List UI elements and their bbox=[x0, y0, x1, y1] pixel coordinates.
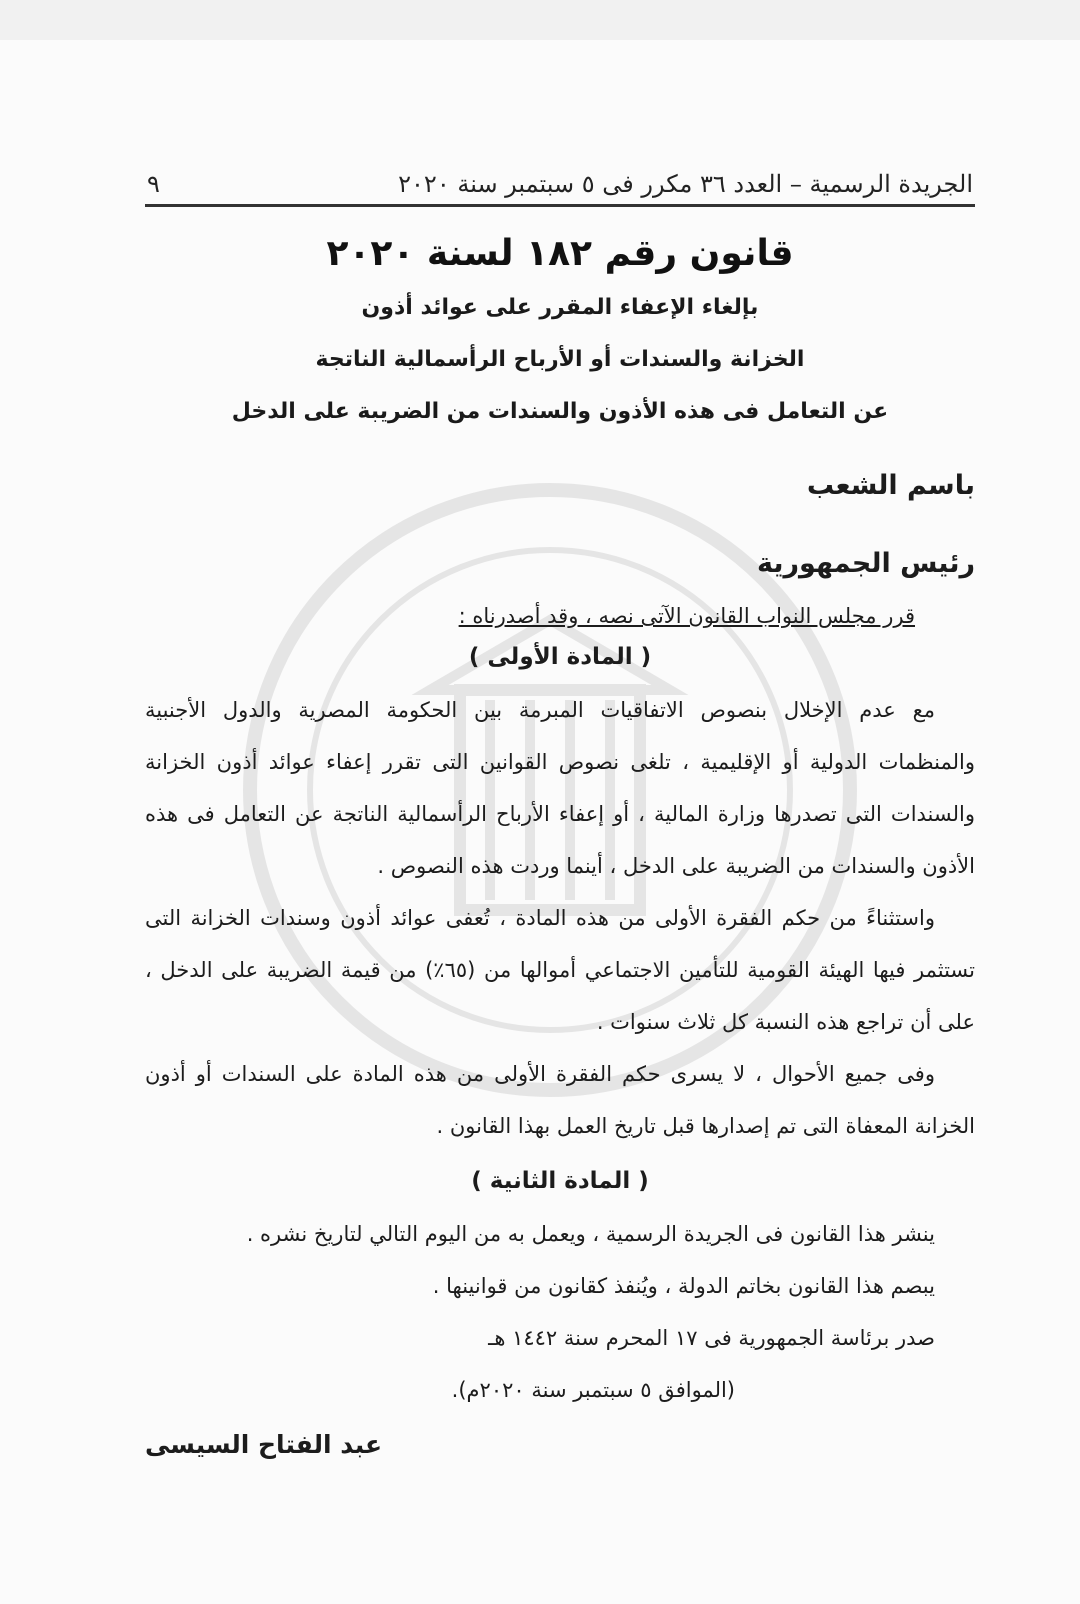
law-subtitle-line: عن التعامل فى هذه الأذون والسندات من الضريبة على الدخل bbox=[231, 399, 889, 424]
law-subtitle-line: الخزانة والسندات أو الأرباح الرأسمالية الناتجة bbox=[315, 347, 805, 372]
article-1-paragraph: واستثناءً من حكم الفقرة الأولى من هذه المادة ، تُعفى عوائد أذون وسندات الخزانة التى تستثمر فيها الهيئة القومية للتأمين الاجتماعي أموالها من (٦٥٪) من قيمة الضريبة على الدخل ، على أن تراجع هذه النسبة كل ثلاث سنوات . bbox=[145, 906, 975, 1034]
top-bar bbox=[0, 0, 1080, 40]
gregorian-date: (الموافق ٥ سبتمبر سنة ٢٠٢٠م). bbox=[451, 1378, 735, 1402]
gazette-issue: الجريدة الرسمية – العدد ٣٦ مكرر فى ٥ سبتمبر سنة ٢٠٢٠ bbox=[398, 170, 973, 198]
signatory-name: عبد الفتاح السيسى bbox=[145, 1430, 383, 1459]
enactment-text: قرر مجلس النواب القانون الآتى نصه ، وقد أصدرناه : bbox=[458, 604, 915, 628]
page-number: ٩ bbox=[147, 170, 160, 198]
article-1-paragraph: مع عدم الإخلال بنصوص الاتفاقيات المبرمة بين الحكومة المصرية والدول الأجنبية والمنظمات الدولية أو الإقليمية ، تلغى نصوص القوانين التى تقرر إعفاء عوائد أذون الخزانة والسندات التى تصدرها وزارة المالية ، أو إعفاء الأرباح الرأسمالية الناتجة عن التعامل فى هذه الأذون والسندات من الضريبة على الدخل ، أينما وردت هذه النصوص . bbox=[145, 698, 975, 878]
article-2-line: ينشر هذا القانون فى الجريدة الرسمية ، ويعمل به من اليوم التالي لتاريخ نشره . bbox=[246, 1222, 935, 1246]
article-2-line: يبصم هذا القانون بخاتم الدولة ، ويُنفذ كقانون من قوانينها . bbox=[432, 1274, 935, 1298]
law-document bbox=[145, 150, 975, 1459]
law-subtitle-line: بإلغاء الإعفاء المقرر على عوائد أذون bbox=[361, 295, 759, 320]
article-1-paragraph: وفى جميع الأحوال ، لا يسرى حكم الفقرة الأولى من هذه المادة على السندات أو أذون الخزانة المعفاة التى تم إصدارها قبل تاريخ العمل بهذا القانون . bbox=[145, 1062, 975, 1138]
header-rule bbox=[145, 204, 975, 207]
in-name-of-people: باسم الشعب bbox=[806, 470, 975, 501]
article-2-heading: ( المادة الثانية ) bbox=[471, 1168, 649, 1194]
article-1-heading: ( المادة الأولى ) bbox=[468, 644, 652, 670]
issued-date: صدر برئاسة الجمهورية فى ١٧ المحرم سنة ١٤٤٢ هـ bbox=[488, 1326, 935, 1350]
enactment-clause bbox=[145, 604, 975, 628]
gazette-header bbox=[145, 150, 975, 198]
president-heading: رئيس الجمهورية bbox=[756, 548, 975, 579]
law-title: قانون رقم ١٨٢ لسنة ٢٠٢٠ bbox=[326, 233, 794, 274]
